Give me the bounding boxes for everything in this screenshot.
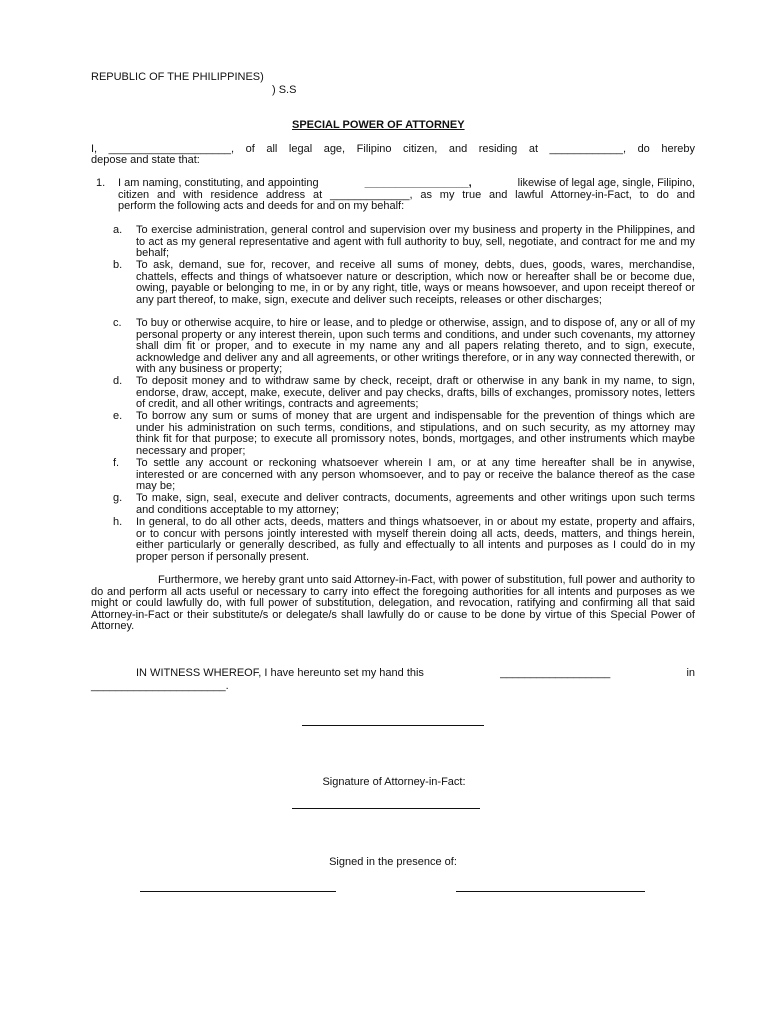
item-text: To borrow any sum or sums of money that are urgent and indispensable for the prevention of things which are under his administration on such terms, conditions, and stipulations, and on such security, as my attorney may think fit for that purpose; to execute all promissory notes, bonds, mortgages, and other instruments which maybe necessary and proper; — [136, 410, 695, 457]
clause-number: 1. — [96, 177, 106, 189]
principal-signature-line — [302, 725, 484, 726]
document-title: SPECIAL POWER OF ATTORNEY — [292, 119, 465, 131]
item-label: f. — [113, 457, 120, 469]
republic-header: REPUBLIC OF THE PHILIPPINES) — [91, 71, 264, 83]
item-label: d. — [113, 375, 123, 387]
item-label: a. — [113, 224, 123, 236]
witness-in: in — [686, 667, 695, 679]
clause-line-1-end: likewise of legal age, single, Filipino, — [517, 177, 695, 189]
item-text: To make, sign, seal, execute and deliver contracts, documents, agreements and other writings upon such terms and conditions acceptable to my attorney; — [136, 492, 695, 516]
intro-line-2: depose and state that: — [91, 154, 200, 166]
attorney-signature-label: Signature of Attorney-in-Fact: — [322, 776, 466, 788]
item-text: In general, to do all other acts, deeds, matters and things whatsoever, in or about my estate, property and affairs, or to concur with persons jointly interested with myself therein doing all acts, deeds, matters, and things herein, either particularly or generally described, as fully and effectually to all intents and purposes as I could do in my proper person if personally present. — [136, 516, 695, 563]
ss-header: ) S.S — [272, 84, 297, 96]
clause-line-1-start: I am naming, constituting, and appointing — [118, 177, 319, 189]
item-label: g. — [113, 492, 123, 504]
item-text: To exercise administration, general control and supervision over my business and property in the Philippines, and to act as my general representative and agent with full authority to buy, sell, negotiate, and contract for me and my behalf; — [136, 224, 695, 260]
item-text: To settle any account or reckoning whatsoever wherein I am, or at any time hereafter shall be in anywise, interested or are concerned with any person whomsoever, and to pay or receive the balance thereof as the case may be; — [136, 457, 695, 493]
witness-2-signature-line — [456, 891, 645, 892]
furthermore-paragraph: Furthermore, we hereby grant unto said Attorney-in-Fact, with power of substitution, full power and authority to do and perform all acts useful or necessary to carry into effect the foregoing authorities for all intents and purposes as we might or could lawfully do, with full power of substitution, delegation, and revocation, ratifying and confirming all that said Attorney-in-Fact or their substitute/s or delegate/s shall lawfully do or cause to be done by virtue of this Special Power of Attorney. — [91, 574, 695, 633]
item-text: To buy or otherwise acquire, to hire or lease, and to pledge or otherwise, assign, and to dispose of, any or all of my personal property or any interest therein, upon such terms and conditions, and under such covenants, my attorney shall dim fit or proper, and to execute in my name any and all papers relating thereto, and to sign, execute, acknowledge and deliver any and all agreements, or other writings therefore, or in any way connected therewith, or with any business or property; — [136, 317, 695, 376]
item-text: To deposit money and to withdraw same by check, receipt, draft or otherwise in any bank in my name, to sign, endorse, draw, accept, make, execute, deliver and pay checks, drafts, bills of exchanges, promissory notes, letters of credit, and all other writings, contracts and agreements; — [136, 375, 695, 411]
intro-line-1: I, ____________________, of all legal age, Filipino citizen, and residing at ____________, do hereby — [91, 143, 695, 155]
witness-1-signature-line — [140, 891, 336, 892]
witness-place-blank: ______________________. — [91, 680, 229, 692]
item-label: e. — [113, 410, 123, 422]
item-label: b. — [113, 259, 123, 271]
clause-line-2: citizen and with residence address at _____________, as my true and lawful Attorney-in-Fact, to do and — [118, 189, 695, 201]
clause-line-3: perform the following acts and deeds for and on my behalf: — [118, 200, 405, 212]
witness-line-1 — [136, 668, 695, 680]
item-label: h. — [113, 516, 123, 528]
item-text: To ask, demand, sue for, recover, and receive all sums of money, debts, dues, goods, wares, merchandise, chattels, effects and things of whatsoever nature or description, which now or hereafter shall be or become due, owing, payable or belonging to me, in or by any right, title, ways or means howsoever, and upon receipt thereof or any part thereof, to make, sign, execute and deliver such receipts, releases or other discharges; — [136, 259, 695, 306]
attorney-signature-line — [292, 808, 480, 809]
witness-date-blank: __________________ — [500, 667, 611, 679]
item-label: c. — [113, 317, 122, 329]
witnesses-label: Signed in the presence of: — [329, 856, 457, 868]
clause-line-1 — [118, 178, 695, 190]
attorney-name-blank: _________________, — [364, 177, 472, 189]
witness-text: IN WITNESS WHEREOF, I have hereunto set my hand this — [136, 667, 424, 679]
